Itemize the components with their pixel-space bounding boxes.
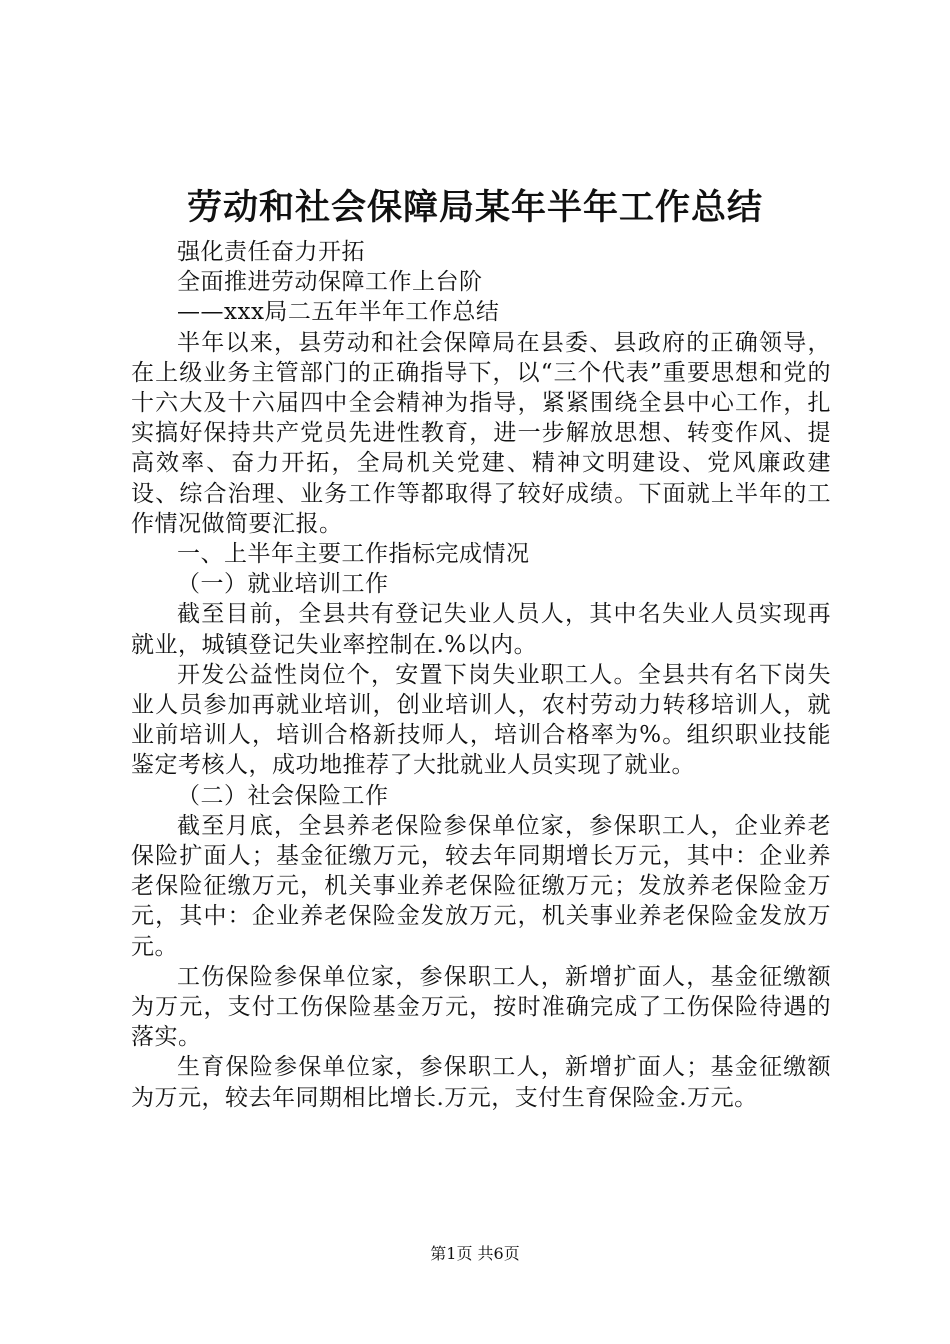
section-heading-1: 一、上半年主要工作指标完成情况 <box>177 541 530 568</box>
intro-paragraph: 半年以来，县劳动和社会保障局在县委、县政府的正确领导，在上级业务主管部门的正确指导下，以“三个代表”重要思想和党的十六大及十六届四中全会精神为指导，紧紧围绕全县中心工作，扎实搞好保持共产党员先进性教育，进一步解放思想、转变作风、提高效率、奋力开拓，全局机关党建、精神文明建设、党风廉政建设、综合治理、业务工作等都取得了较好成绩。下面就上半年的工作情况做简要汇报。 <box>131 329 831 537</box>
page-footer: 第1页 共6页 <box>430 1244 520 1263</box>
paragraph-maternity-insurance: 生育保险参保单位家，参保职工人，新增扩面人；基金征缴额为万元，较去年同期相比增长.万元，支付生育保险金.万元。 <box>131 1054 831 1111</box>
paragraph-employment-1: 截至目前，全县共有登记失业人员人，其中名失业人员实现再就业，城镇登记失业率控制在.%以内。 <box>131 601 831 658</box>
subtitle-line-2: 全面推进劳动保障工作上台阶 <box>177 269 483 296</box>
paragraph-employment-2: 开发公益性岗位个，安置下岗失业职工人。全县共有名下岗失业人员参加再就业培训，创业培训人，农村劳动力转移培训人，就业前培训人，培训合格新技师人，培训合格率为%。组织职业技能鉴定考核人，成功地推荐了大批就业人员实现了就业。 <box>131 661 831 779</box>
paragraph-pension-insurance: 截至月底，全县养老保险参保单位家，参保职工人，企业养老保险扩面人；基金征缴万元，较去年同期增长万元，其中：企业养老保险征缴万元，机关事业养老保险征缴万元；发放养老保险金万元，其中：企业养老保险金发放万元，机关事业养老保险金发放万元。 <box>131 812 831 960</box>
subsection-heading-employment: （一）就业培训工作 <box>177 571 389 598</box>
document-title: 劳动和社会保障局某年半年工作总结 <box>186 187 763 228</box>
document-body <box>131 237 831 1113</box>
paragraph-injury-insurance: 工伤保险参保单位家，参保职工人，新增扩面人，基金征缴额为万元，支付工伤保险基金万元，按时准确完成了工伤保险待遇的落实。 <box>131 963 831 1051</box>
subsection-heading-insurance: （二）社会保险工作 <box>177 782 389 809</box>
subtitle-line-3: ——xxx局二五年半年工作总结 <box>177 299 500 326</box>
subtitle-line-1: 强化责任奋力开拓 <box>177 239 365 265</box>
